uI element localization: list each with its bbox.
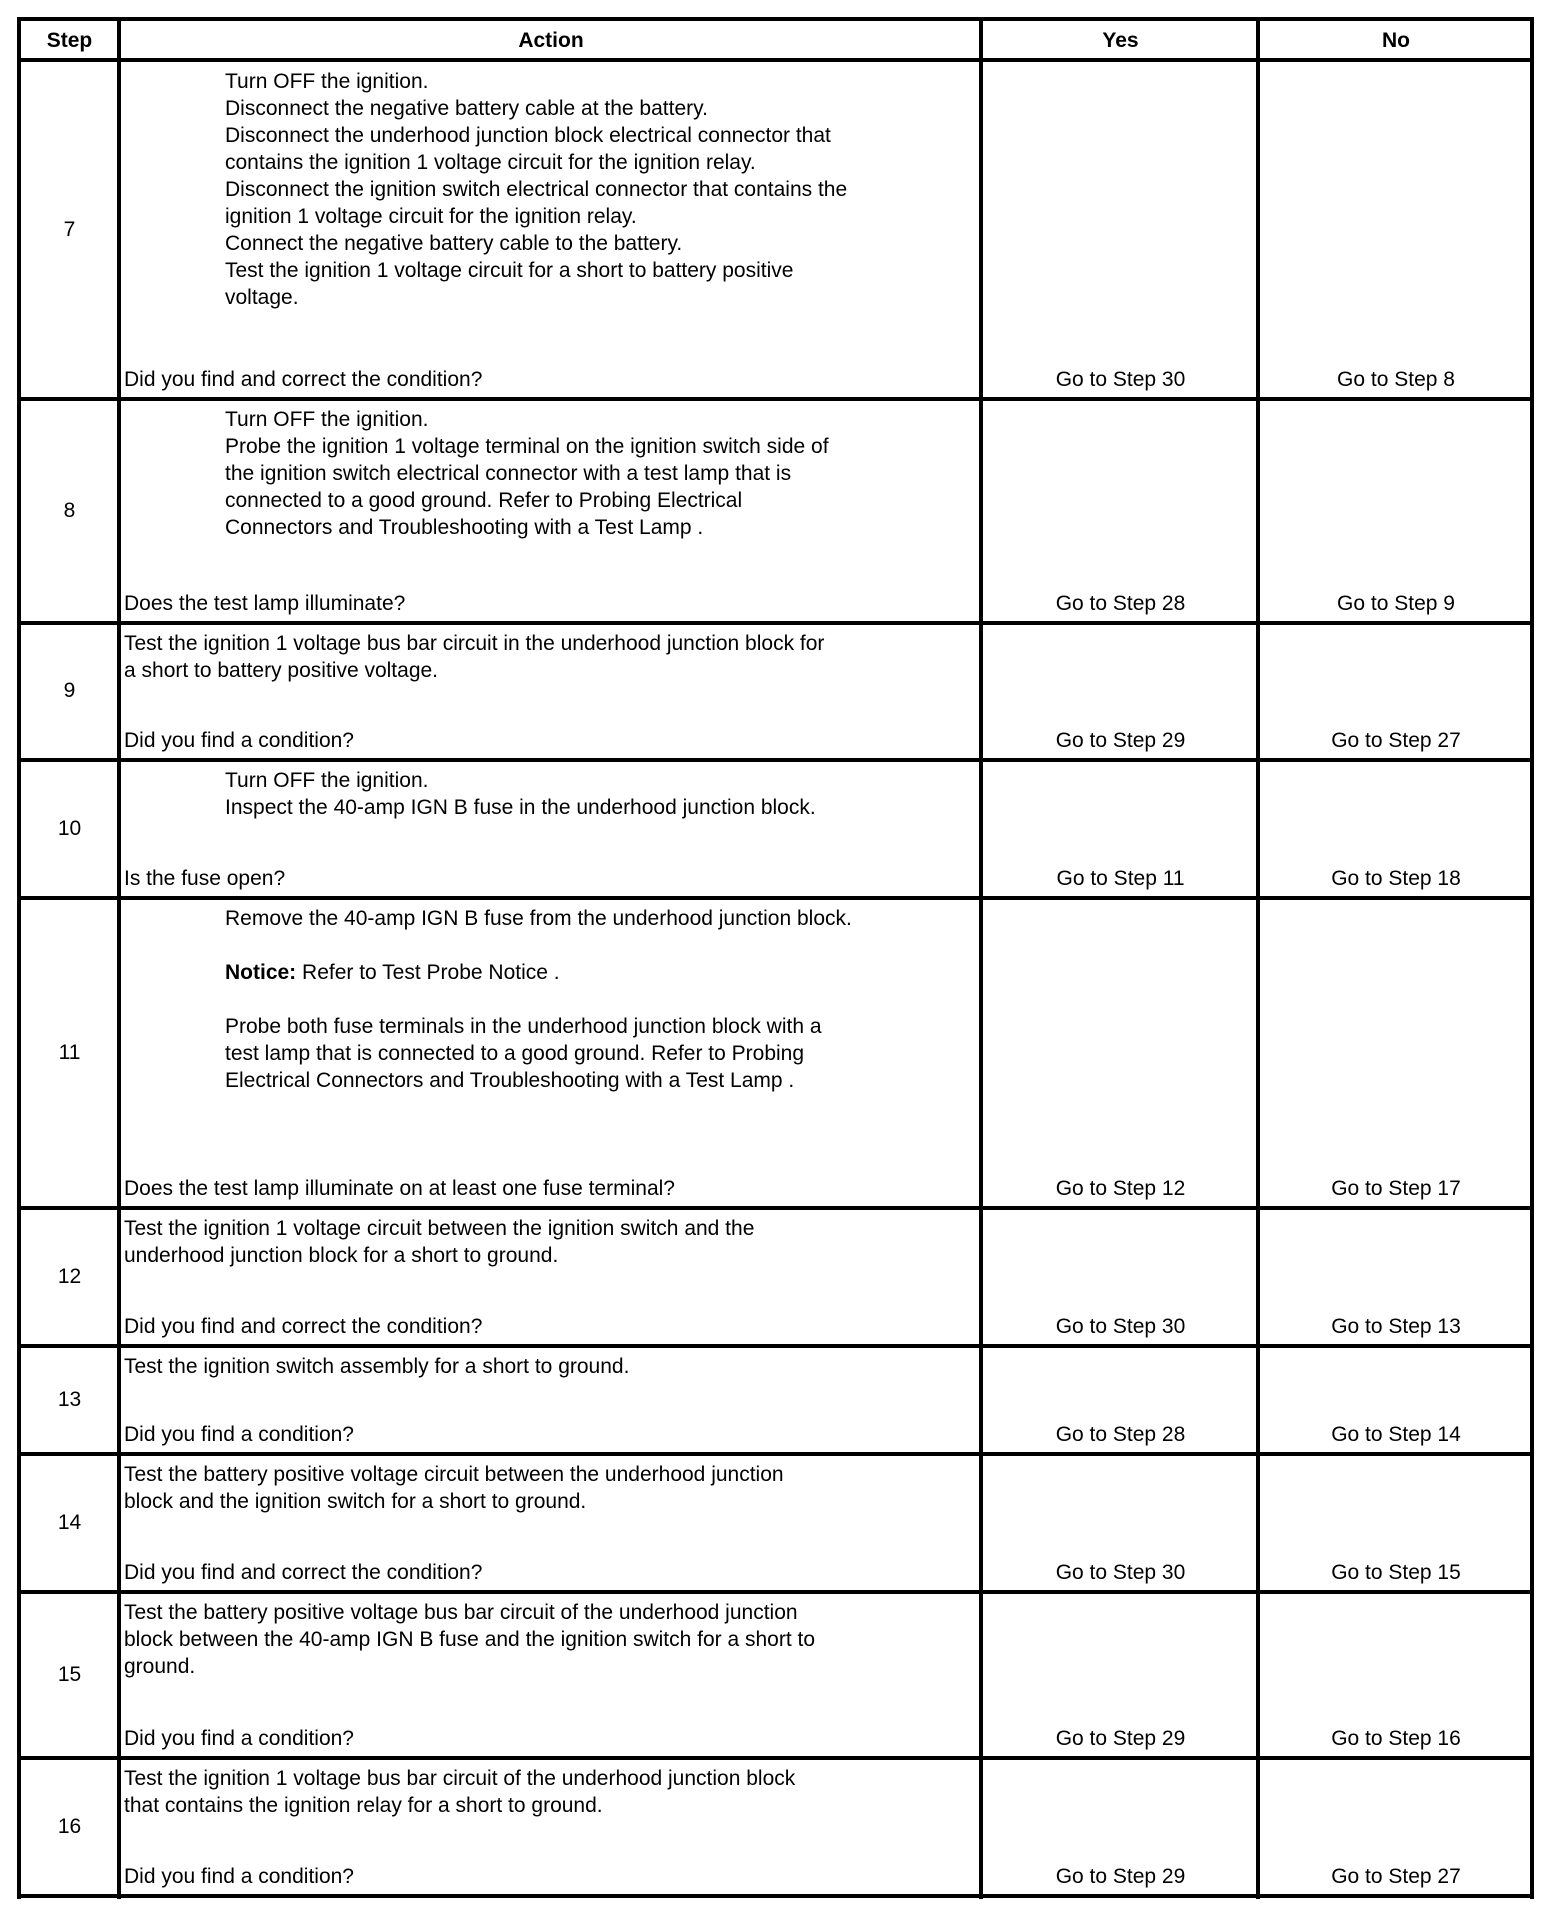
header-action: Action bbox=[518, 29, 584, 52]
action-cell bbox=[124, 1209, 976, 1344]
table-row bbox=[0, 1347, 1568, 1452]
instruction-line: underhood junction block for a short to ground. bbox=[124, 1244, 559, 1267]
question-text: Does the test lamp illuminate? bbox=[124, 592, 406, 615]
action-cell bbox=[124, 624, 976, 758]
instruction-line: Test the ignition 1 voltage bus bar circuit of the underhood junction block bbox=[124, 1767, 796, 1790]
table-row bbox=[0, 400, 1568, 621]
instruction-line: Connect the negative battery cable to the battery. bbox=[225, 232, 683, 255]
question-text: Did you find a condition? bbox=[124, 1423, 354, 1446]
question-text: Did you find and correct the condition? bbox=[124, 1561, 483, 1584]
instruction-line: connected to a good ground. Refer to Probing Electrical bbox=[225, 489, 743, 512]
yes-outcome: Go to Step 12 bbox=[1055, 1177, 1186, 1200]
instruction-line: Test the battery positive voltage circuit between the underhood junction bbox=[124, 1463, 784, 1486]
instruction-line: Turn OFF the ignition. bbox=[225, 408, 429, 431]
instruction-line: Probe the ignition 1 voltage terminal on the ignition switch side of bbox=[225, 435, 829, 458]
action-cell bbox=[124, 1593, 976, 1756]
action-cell bbox=[124, 1347, 976, 1452]
yes-outcome: Go to Step 11 bbox=[1056, 867, 1185, 890]
table-row bbox=[0, 1593, 1568, 1756]
step-number: 9 bbox=[63, 679, 76, 702]
action-cell bbox=[124, 899, 976, 1206]
table-row bbox=[0, 1455, 1568, 1590]
table-row bbox=[0, 624, 1568, 758]
no-outcome: Go to Step 13 bbox=[1331, 1315, 1461, 1338]
no-outcome: Go to Step 27 bbox=[1331, 1865, 1461, 1888]
action-instructions bbox=[124, 630, 976, 684]
instruction-line: Disconnect the ignition switch electrical connector that contains the bbox=[225, 178, 848, 201]
no-outcome: Go to Step 9 bbox=[1337, 592, 1455, 615]
spacer bbox=[124, 986, 976, 1013]
question-text: Did you find a condition? bbox=[124, 1865, 354, 1888]
row-divider bbox=[17, 1894, 1533, 1898]
instruction-line: a short to battery positive voltage. bbox=[124, 659, 439, 682]
action-cell bbox=[124, 1455, 976, 1590]
question-text: Did you find a condition? bbox=[124, 729, 354, 752]
question-text: Is the fuse open? bbox=[124, 867, 286, 890]
table-row bbox=[0, 899, 1568, 1206]
action-instructions bbox=[124, 767, 976, 821]
action-instructions bbox=[124, 1765, 976, 1819]
yes-outcome: Go to Step 29 bbox=[1055, 1865, 1186, 1888]
step-number: 16 bbox=[57, 1814, 82, 1838]
spacer bbox=[124, 932, 976, 959]
no-outcome: Go to Step 27 bbox=[1331, 729, 1461, 752]
table-row bbox=[0, 1759, 1568, 1894]
instruction-line: test lamp that is connected to a good ground. Refer to Probing bbox=[225, 1042, 805, 1065]
action-cell bbox=[124, 761, 976, 896]
step-number: 12 bbox=[57, 1264, 82, 1288]
table-row bbox=[0, 1209, 1568, 1344]
question-text: Did you find and correct the condition? bbox=[124, 368, 483, 391]
yes-outcome: Go to Step 29 bbox=[1055, 1727, 1186, 1750]
step-number: 8 bbox=[63, 498, 76, 522]
instruction-line: Test the battery positive voltage bus bar circuit of the underhood junction bbox=[124, 1601, 798, 1624]
yes-outcome: Go to Step 30 bbox=[1055, 368, 1186, 391]
no-outcome: Go to Step 18 bbox=[1331, 867, 1461, 890]
action-cell bbox=[124, 1759, 976, 1894]
no-outcome: Go to Step 15 bbox=[1331, 1561, 1461, 1584]
instruction-line: Probe both fuse terminals in the underhood junction block with a bbox=[225, 1015, 822, 1038]
action-instructions bbox=[124, 1599, 976, 1680]
header-yes: Yes bbox=[1102, 29, 1139, 52]
instruction-line: ignition 1 voltage circuit for the ignition relay. bbox=[225, 205, 637, 228]
question-text: Does the test lamp illuminate on at least one fuse terminal? bbox=[124, 1177, 675, 1200]
instruction-line: Test the ignition 1 voltage circuit for a short to battery positive bbox=[225, 259, 794, 282]
step-number: 13 bbox=[57, 1387, 82, 1411]
instruction-line: Disconnect the negative battery cable at the battery. bbox=[225, 97, 708, 120]
yes-outcome: Go to Step 28 bbox=[1055, 592, 1186, 615]
action-instructions bbox=[124, 1353, 976, 1380]
header-no: No bbox=[1382, 29, 1410, 52]
yes-outcome: Go to Step 30 bbox=[1055, 1315, 1186, 1338]
instruction-line: Electrical Connectors and Troubleshooting with a Test Lamp . bbox=[225, 1069, 795, 1092]
instruction-line bbox=[124, 959, 976, 986]
action-instructions bbox=[124, 68, 976, 311]
instruction-line: Test the ignition switch assembly for a short to ground. bbox=[124, 1355, 630, 1378]
step-number: 11 bbox=[58, 1040, 81, 1064]
notice-label: Notice: bbox=[225, 961, 297, 984]
instruction-line: that contains the ignition relay for a short to ground. bbox=[124, 1794, 603, 1817]
step-number: 14 bbox=[57, 1510, 82, 1534]
action-instructions bbox=[124, 406, 976, 541]
instruction-line: Remove the 40-amp IGN B fuse from the underhood junction block. bbox=[225, 907, 852, 930]
header-step: Step bbox=[46, 29, 93, 52]
instruction-line: Disconnect the underhood junction block electrical connector that bbox=[225, 124, 831, 147]
instruction-line: Connectors and Troubleshooting with a Test Lamp . bbox=[225, 516, 704, 539]
yes-outcome: Go to Step 28 bbox=[1055, 1423, 1186, 1446]
instruction-line: voltage. bbox=[225, 286, 299, 309]
instruction-line: contains the ignition 1 voltage circuit for the ignition relay. bbox=[225, 151, 756, 174]
no-outcome: Go to Step 17 bbox=[1331, 1177, 1461, 1200]
instruction-line: Test the ignition 1 voltage circuit between the ignition switch and the bbox=[124, 1217, 755, 1240]
action-instructions bbox=[124, 905, 976, 1094]
no-outcome: Go to Step 14 bbox=[1331, 1423, 1461, 1446]
notice-text: Refer to Test Probe Notice . bbox=[296, 961, 560, 984]
question-text: Did you find a condition? bbox=[124, 1727, 354, 1750]
instruction-line: block and the ignition switch for a short to ground. bbox=[124, 1490, 587, 1513]
instruction-line: Inspect the 40-amp IGN B fuse in the underhood junction block. bbox=[225, 796, 816, 819]
instruction-line: Turn OFF the ignition. bbox=[225, 70, 429, 93]
no-outcome: Go to Step 16 bbox=[1331, 1727, 1461, 1750]
table-row bbox=[0, 761, 1568, 896]
instruction-line: the ignition switch electrical connector with a test lamp that is bbox=[225, 462, 792, 485]
table-row bbox=[0, 62, 1568, 397]
action-instructions bbox=[124, 1215, 976, 1269]
instruction-line: ground. bbox=[124, 1655, 196, 1678]
instruction-line: Test the ignition 1 voltage bus bar circuit in the underhood junction block for bbox=[124, 632, 825, 655]
instruction-line: block between the 40-amp IGN B fuse and the ignition switch for a short to bbox=[124, 1628, 816, 1651]
yes-outcome: Go to Step 30 bbox=[1055, 1561, 1186, 1584]
instruction-line: Turn OFF the ignition. bbox=[225, 769, 429, 792]
step-number: 10 bbox=[57, 816, 82, 840]
step-number: 15 bbox=[57, 1662, 82, 1686]
no-outcome: Go to Step 8 bbox=[1337, 368, 1455, 391]
yes-outcome: Go to Step 29 bbox=[1055, 729, 1186, 752]
action-cell bbox=[124, 62, 976, 397]
action-instructions bbox=[124, 1461, 976, 1515]
question-text: Did you find and correct the condition? bbox=[124, 1315, 483, 1338]
action-cell bbox=[124, 400, 976, 621]
step-number: 7 bbox=[63, 217, 76, 241]
